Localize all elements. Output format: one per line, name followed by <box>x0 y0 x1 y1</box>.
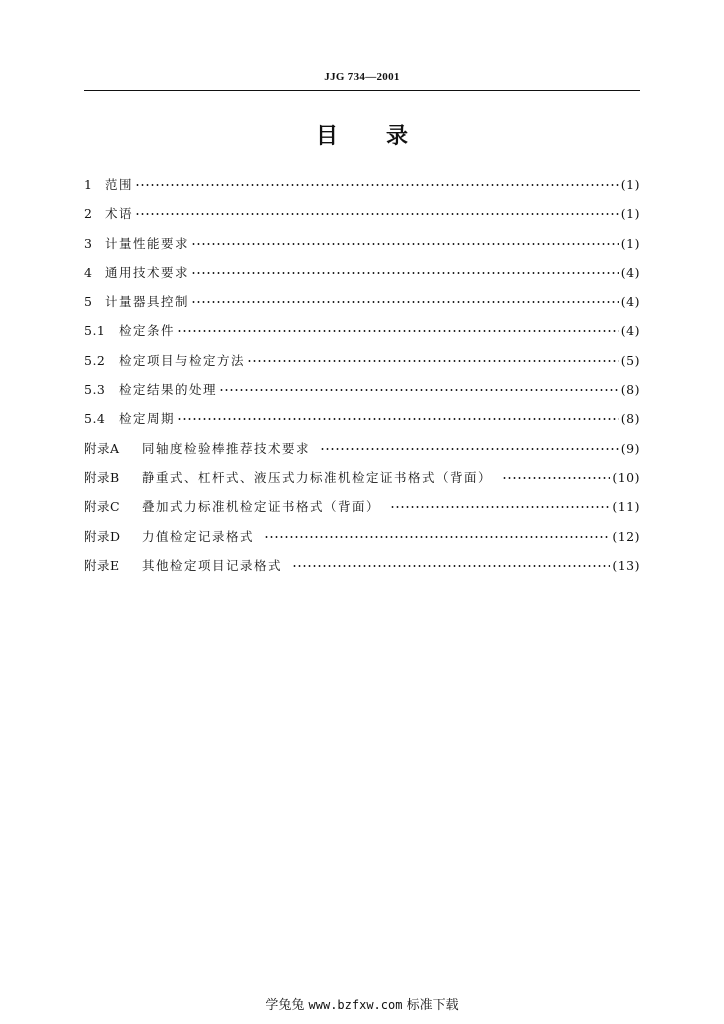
toc-entry-appendix-a[interactable] <box>84 439 640 468</box>
toc-entry-1[interactable] <box>84 175 640 204</box>
toc-number: 附录A <box>84 440 120 456</box>
toc-label: 检定周期 <box>119 411 176 427</box>
toc-entry-appendix-b[interactable] <box>84 468 640 497</box>
toc-entry-appendix-d[interactable] <box>84 527 640 556</box>
toc-page-number: (4) <box>620 264 640 280</box>
toc-label: 叠加式力标准机检定证书格式（背面） <box>142 499 381 515</box>
toc-page-number: (1) <box>620 177 640 192</box>
toc-page-number: (5) <box>620 352 640 368</box>
toc-page-number: (10) <box>612 469 640 485</box>
footer-url[interactable]: www.bzfxw.com <box>308 998 403 1012</box>
toc-entry-4[interactable] <box>84 263 640 292</box>
title-char-1: 目 <box>315 124 338 149</box>
toc-page-number: (8) <box>620 411 640 427</box>
toc-entry-3[interactable] <box>84 234 640 263</box>
page-title <box>0 119 724 150</box>
toc-page-number: (12) <box>612 528 640 544</box>
toc-label: 计量器具控制 <box>105 294 190 310</box>
toc-number: 附录E <box>84 557 120 573</box>
toc-number: 1 <box>84 177 93 192</box>
toc-number: 5.3 <box>84 382 106 398</box>
toc-number: 5.1 <box>84 323 106 339</box>
title-char-2: 录 <box>386 124 409 149</box>
toc-number: 附录B <box>84 469 120 485</box>
toc-page-number: (13) <box>612 557 640 573</box>
toc-label: 其他检定项目记录格式 <box>142 557 283 573</box>
toc-label: 同轴度检验棒推荐技术要求 <box>142 440 311 456</box>
toc-page-number: (8) <box>620 382 640 398</box>
leader-dots <box>264 536 610 538</box>
toc-label: 计量性能要求 <box>105 235 190 251</box>
toc-page-number: (11) <box>612 499 640 515</box>
leader-dots <box>247 360 619 362</box>
toc-label: 静重式、杠杆式、液压式力标准机检定证书格式（背面） <box>142 469 493 485</box>
toc-number: 附录C <box>84 499 121 515</box>
footer-suffix: 标准下载 <box>406 998 459 1013</box>
leader-dots <box>320 448 619 450</box>
leader-dots <box>177 418 619 420</box>
toc-entry-5-3[interactable] <box>84 380 640 409</box>
toc-label: 检定项目与检定方法 <box>119 352 246 368</box>
toc-label: 力值检定记录格式 <box>142 528 255 544</box>
leader-dots <box>135 184 619 186</box>
toc-number: 5.2 <box>84 352 106 368</box>
leader-dots <box>191 243 619 245</box>
toc-entry-appendix-e[interactable] <box>84 556 640 585</box>
toc-entry-5-4[interactable] <box>84 409 640 438</box>
leader-dots <box>219 389 619 391</box>
toc-page-number: (4) <box>620 294 640 310</box>
toc-page-number: (9) <box>620 440 640 456</box>
toc-label: 通用技术要求 <box>105 264 190 280</box>
leader-dots <box>177 330 619 332</box>
toc-number: 2 <box>84 206 93 222</box>
toc-entry-5-1[interactable] <box>84 321 640 350</box>
toc-page-number: (1) <box>620 235 640 251</box>
toc-number: 4 <box>84 264 93 280</box>
toc-entry-2[interactable] <box>84 204 640 233</box>
toc-entry-appendix-c[interactable] <box>84 497 640 526</box>
leader-dots <box>191 272 619 274</box>
leader-dots <box>191 301 619 303</box>
toc-number: 5.4 <box>84 411 106 427</box>
leader-dots <box>292 565 610 567</box>
toc-label: 检定结果的处理 <box>119 382 218 398</box>
toc-page-number: (4) <box>620 323 640 339</box>
footer-watermark <box>0 994 724 1013</box>
toc-label: 术语 <box>105 206 134 222</box>
toc-page-number: (1) <box>620 206 640 222</box>
toc-label: 检定条件 <box>119 323 176 339</box>
leader-dots <box>390 506 610 508</box>
header-rule <box>84 90 640 91</box>
toc-entry-5[interactable] <box>84 292 640 321</box>
leader-dots <box>502 477 610 479</box>
standard-code: JJG 734—2001 <box>324 71 400 83</box>
toc-number: 3 <box>84 235 93 251</box>
toc-number: 5 <box>84 294 93 310</box>
leader-dots <box>135 213 619 215</box>
toc-number: 附录D <box>84 528 121 544</box>
toc-label: 范围 <box>105 177 134 192</box>
footer-site-name: 学兔兔 <box>265 998 305 1013</box>
toc-entry-5-2[interactable] <box>84 351 640 380</box>
table-of-contents <box>84 175 640 585</box>
